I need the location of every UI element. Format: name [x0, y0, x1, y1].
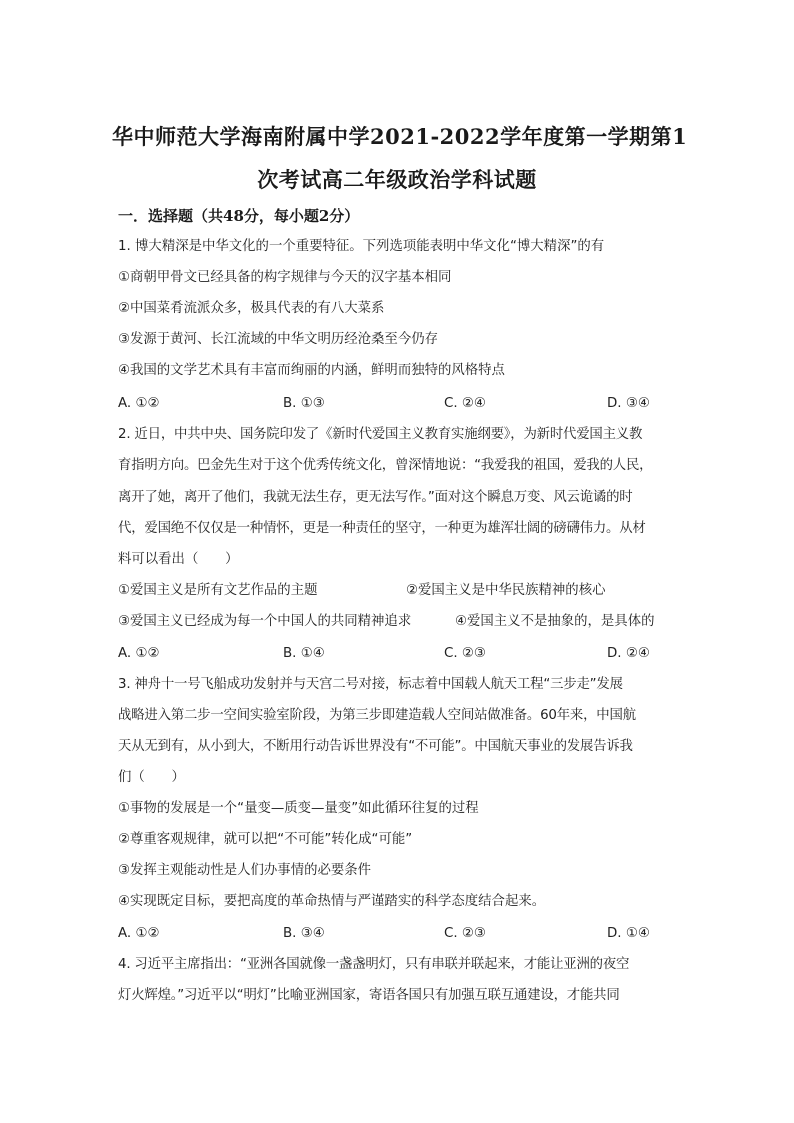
q3-stem-line-1: 3. 神舟十一号飞船成功发射并与天宫二号对接，标志着中国载人航天工程“三步走”发展 [118, 677, 623, 692]
q1-statement-2: ②中国菜肴流派众多，极具代表的有八大菜系 [118, 301, 385, 316]
q1-statement-3: ③发源于黄河、长江流域的中华文明历经沧桑至今仍存 [118, 332, 438, 347]
q2-stem-line-1: 2. 近日，中共中央、国务院印发了《新时代爱国主义教育实施纲要》，为新时代爱国主义教 [118, 427, 643, 442]
q2-option-a: A. ①② [118, 646, 160, 661]
q2-stem-line-4: 代，爱国绝不仅仅是一种情怀，更是一种责任的坚守，一种更为雄浑壮阔的磅礴伟力。从材 [118, 521, 646, 536]
q1-stem: 1. 博大精深是中华文化的一个重要特征。下列选项能表明中华文化“博大精深”的有 [118, 239, 605, 254]
q1-statement-1: ①商朝甲骨文已经具备的构字规律与今天的汉字基本相同 [118, 270, 452, 285]
q3-statement-2: ②尊重客观规律，就可以把“不可能”转化成“可能” [118, 832, 413, 847]
section-heading: 一．选择题（共48分，每小题2分） [118, 207, 360, 225]
q2-statement-4: ④爱国主义不是抽象的，是具体的 [455, 614, 655, 629]
exam-title-line-1: 华中师范大学海南附属中学2021-2022学年度第一学期第1 [112, 124, 688, 149]
q2-statement-2: ②爱国主义是中华民族精神的核心 [406, 583, 606, 598]
q1-option-c: C. ②④ [444, 396, 486, 411]
q3-statement-3: ③发挥主观能动性是人们办事情的必要条件 [118, 863, 372, 878]
exam-title-line-2: 次考试高二年级政治学科试题 [257, 167, 537, 192]
q2-stem-line-5: 料可以看出（ ） [118, 552, 239, 567]
q2-stem-line-2: 育指明方向。巴金先生对于这个优秀传统文化，曾深情地说：“我爱我的祖国，爱我的人民， [118, 458, 653, 473]
q1-statement-4: ④我国的文学艺术具有丰富而绚丽的内涵，鲜明而独特的风格特点 [118, 363, 505, 378]
q2-statement-3: ③爱国主义已经成为每一个中国人的共同精神追求 [118, 614, 412, 629]
q3-stem-line-2: 战略进入第二步一空间实验室阶段，为第三步即建造载人空间站做准备。60年来，中国航 [118, 708, 636, 723]
q1-option-b: B. ①③ [283, 396, 325, 411]
q3-option-d: D. ①④ [607, 926, 650, 941]
q2-option-d: D. ②④ [607, 646, 650, 661]
q3-stem-line-3: 天从无到有，从小到大，不断用行动告诉世界没有“不可能”。中国航天事业的发展告诉我 [118, 739, 633, 754]
q2-option-b: B. ①④ [283, 646, 325, 661]
q2-stem-line-3: 离开了她，离开了他们，我就无法生存，更无法写作。”面对这个瞬息万变、风云诡谲的时 [118, 490, 633, 505]
q3-statement-4: ④实现既定目标，要把高度的革命热情与严谨踏实的科学态度结合起来。 [118, 894, 546, 909]
q4-stem-line-2: 灯火辉煌。”习近平以“明灯”比喻亚洲国家，寄语各国只有加强互联互通建设，才能共同 [118, 988, 620, 1003]
q3-option-c: C. ②③ [444, 926, 486, 941]
q4-stem-line-1: 4. 习近平主席指出：“亚洲各国就像一盏盏明灯，只有串联并联起来，才能让亚洲的夜空 [118, 957, 630, 972]
q3-option-a: A. ①② [118, 926, 160, 941]
q3-stem-line-4: 们（ ） [118, 770, 185, 785]
q2-statement-1: ①爱国主义是所有文艺作品的主题 [118, 583, 318, 598]
q3-option-b: B. ③④ [283, 926, 325, 941]
q3-statement-1: ①事物的发展是一个“量变—质变—量变”如此循环往复的过程 [118, 801, 479, 816]
q2-option-c: C. ②③ [444, 646, 486, 661]
q1-option-d: D. ③④ [607, 396, 650, 411]
q1-option-a: A. ①② [118, 396, 160, 411]
